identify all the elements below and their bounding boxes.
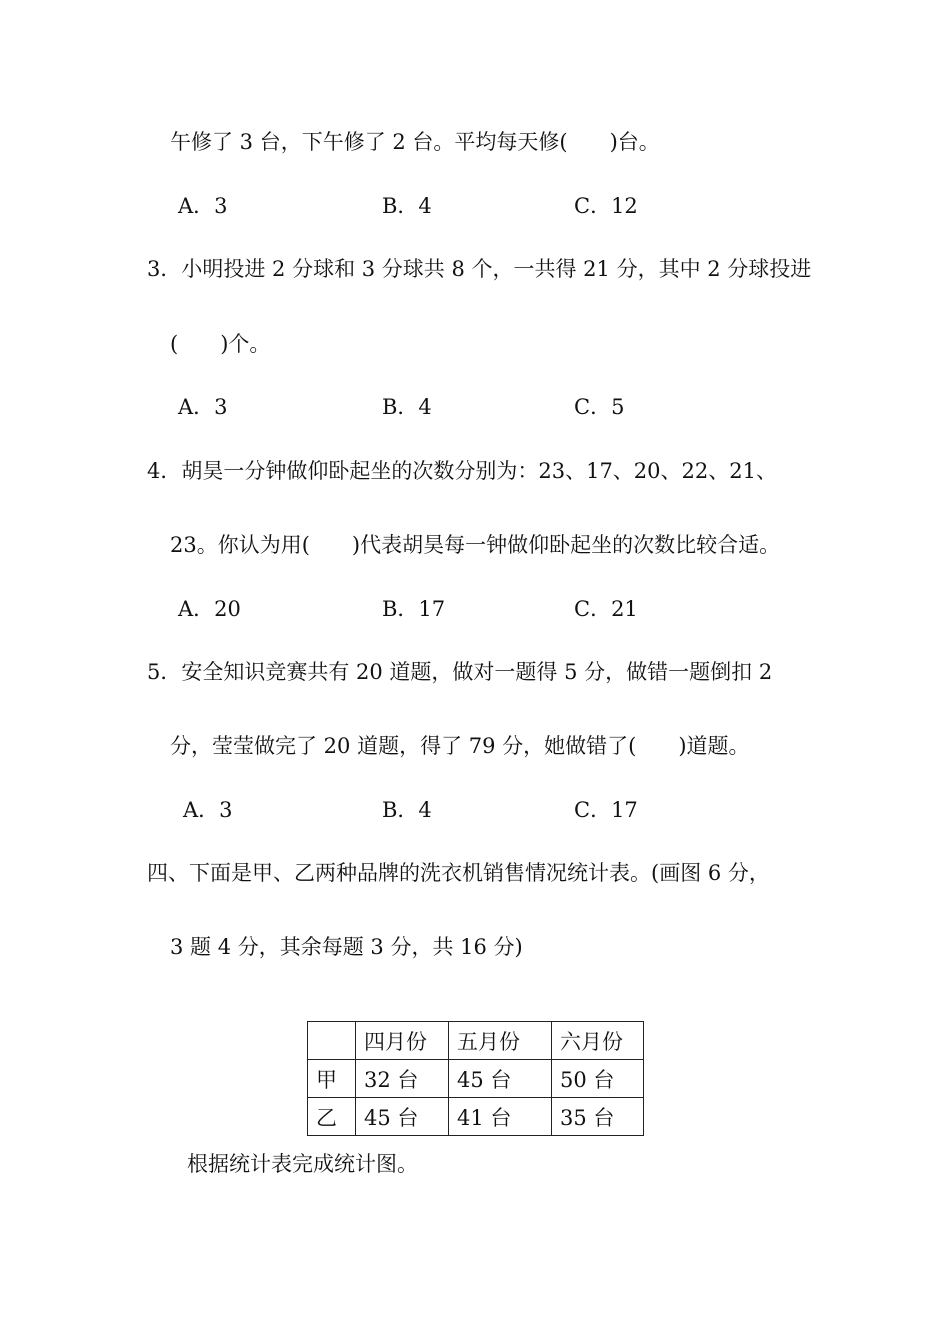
q2-option-a: A．3 <box>178 194 228 218</box>
q5-text-line1: 5．安全知识竞赛共有 20 道题，做对一题得 5 分，做错一题倒扣 2 <box>147 660 773 684</box>
sales-table <box>307 1021 644 1136</box>
table-row <box>308 1098 644 1136</box>
table-cell: 45 台 <box>449 1060 552 1098</box>
table-header-cell: 五月份 <box>449 1022 552 1060</box>
q3-option-c: C．5 <box>574 395 625 419</box>
q3-option-b: B．4 <box>382 395 432 419</box>
table-cell: 32 台 <box>356 1060 449 1098</box>
q4-text-line1: 4．胡昊一分钟做仰卧起坐的次数分别为：23、17、20、22、21、 <box>147 459 777 483</box>
q4-text-line2: 23。你认为用( )代表胡昊每一钟做仰卧起坐的次数比较合适。 <box>170 533 781 557</box>
q4-option-a: A．20 <box>178 597 241 621</box>
q4-option-c: C．21 <box>574 597 638 621</box>
table-row <box>308 1060 644 1098</box>
q2-option-c: C．12 <box>574 194 638 218</box>
q3-option-a: A．3 <box>178 395 228 419</box>
table-cell: 50 台 <box>552 1060 644 1098</box>
instruction-text: 根据统计表完成统计图。 <box>187 1152 418 1176</box>
q5-option-c: C．17 <box>574 798 638 822</box>
q5-option-a: A．3 <box>183 798 233 822</box>
table-cell: 45 台 <box>356 1098 449 1136</box>
table-header-row <box>308 1022 644 1060</box>
section4-heading-line2: 3 题 4 分，其余每题 3 分，共 16 分) <box>170 935 523 959</box>
q3-text-line1: 3．小明投进 2 分球和 3 分球共 8 个，一共得 21 分，其中 2 分球投进 <box>147 257 812 281</box>
q2-text: 午修了 3 台，下午修了 2 台。平均每天修( )台。 <box>170 130 660 154</box>
q5-option-b: B．4 <box>382 798 432 822</box>
table-cell: 41 台 <box>449 1098 552 1136</box>
table-row-label: 甲 <box>308 1060 356 1098</box>
table-cell: 35 台 <box>552 1098 644 1136</box>
q5-text-line2: 分，莹莹做完了 20 道题，得了 79 分，她做错了( )道题。 <box>170 734 750 758</box>
q2-option-b: B．4 <box>382 194 432 218</box>
table-row-label: 乙 <box>308 1098 356 1136</box>
q4-option-b: B．17 <box>382 597 446 621</box>
table-header-corner <box>308 1022 356 1060</box>
table-header-cell: 四月份 <box>356 1022 449 1060</box>
section4-heading-line1: 四、下面是甲、乙两种品牌的洗衣机销售情况统计表。(画图 6 分， <box>147 861 770 885</box>
table-header-cell: 六月份 <box>552 1022 644 1060</box>
q3-text-line2: ( )个。 <box>170 332 271 356</box>
